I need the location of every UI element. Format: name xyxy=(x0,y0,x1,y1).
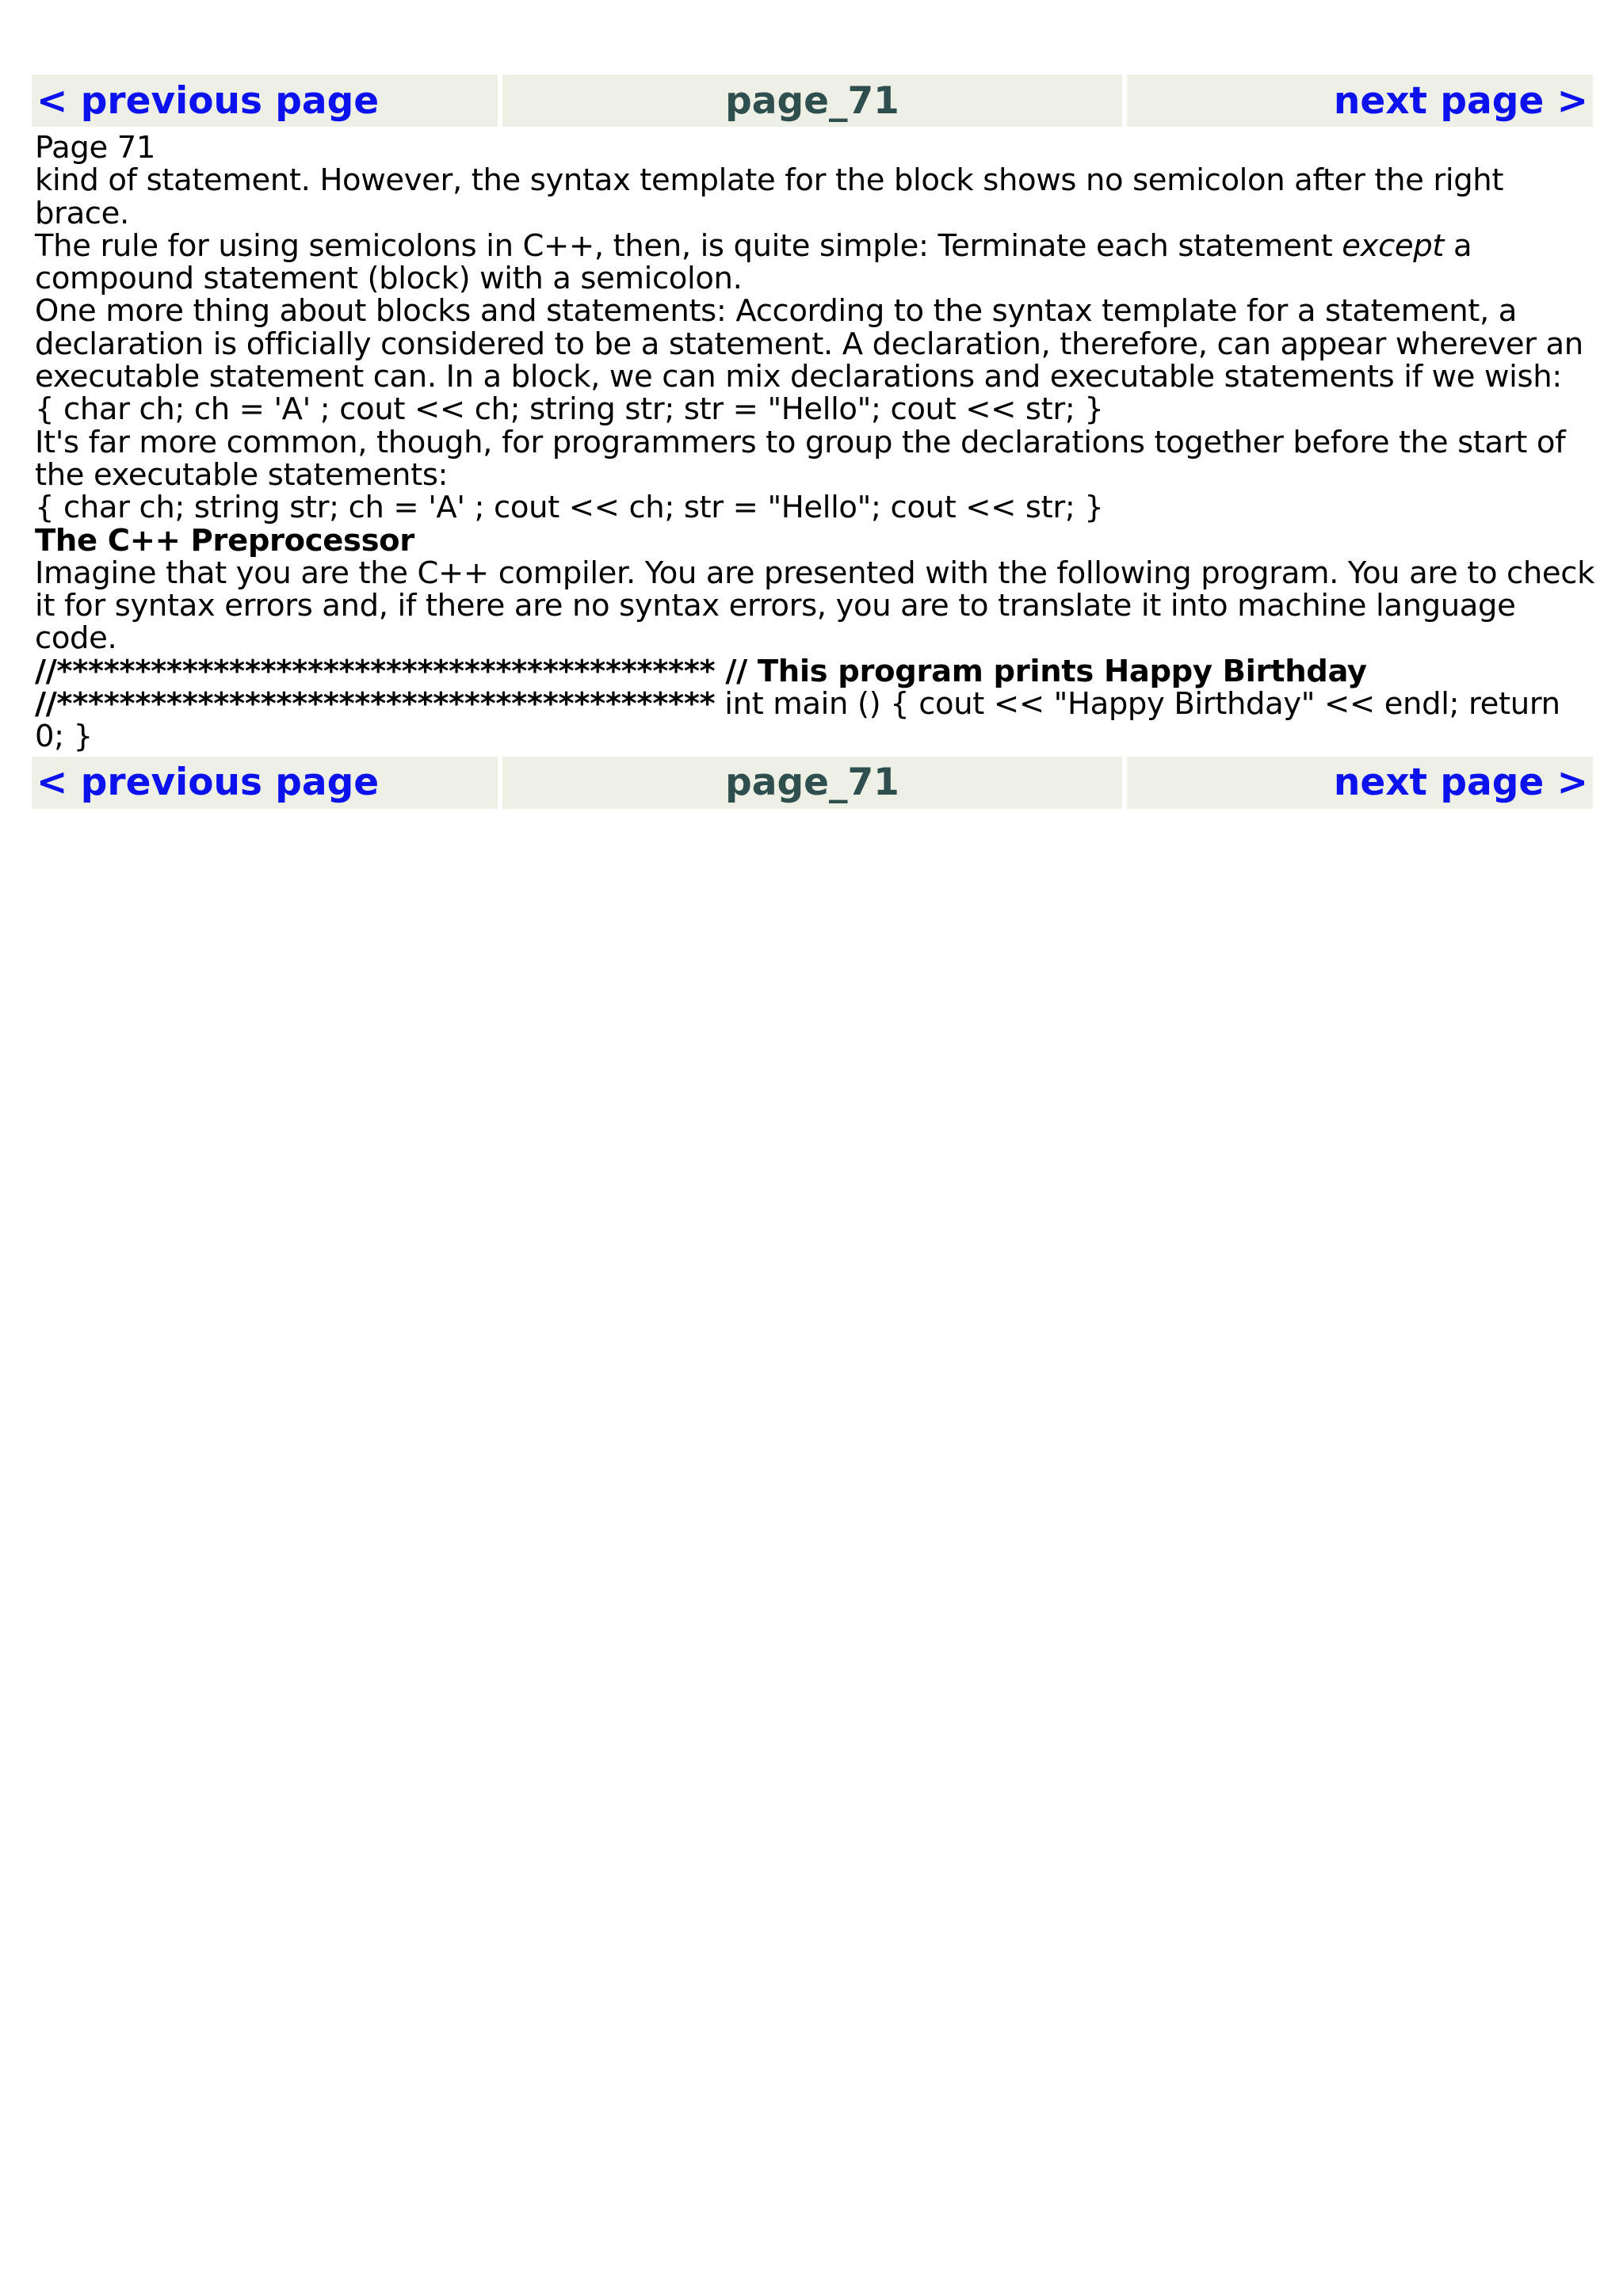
page-number-label: Page 71 xyxy=(35,130,155,166)
next-page-link-bottom[interactable]: next page > xyxy=(1127,757,1593,809)
paragraph-block-syntax: kind of statement. However, the syntax template for the block shows no semicolon after the right brace. xyxy=(35,162,1504,231)
paragraph-grouping: It's far more common, though, for programmers to group the declarations together before the start of the executable statements: xyxy=(35,424,1566,493)
section-heading-preprocessor: The C++ Preprocessor xyxy=(35,522,414,559)
code-example-grouped: { char ch; string str; ch = 'A' ; cout << ch; str = "Hello"; cout << str; } xyxy=(35,490,1104,526)
previous-page-link-bottom[interactable]: < previous page xyxy=(32,757,498,809)
code-program-body: int main () { cout << "Happy Birthday" << endl; return 0; } xyxy=(35,686,1560,755)
next-page-link[interactable]: next page > xyxy=(1127,74,1593,127)
page-title-bottom: page_71 xyxy=(502,757,1122,809)
page-title: page_71 xyxy=(502,74,1122,127)
semicolon-rule-text-end: a compound statement (block) with a semicolon. xyxy=(35,227,1472,297)
paragraph-declarations: One more thing about blocks and statements: According to the syntax template for a statement, a declaration is officially considered to be a statement. A declaration, therefore, can appear wherever an executable statement can. In a block, we can mix declarations and executable statements if we wish: xyxy=(35,293,1583,395)
semicolon-rule-text-start: The rule for using semicolons in C++, then, is quite simple: Terminate each statement xyxy=(35,227,1342,264)
code-example-program xyxy=(35,655,1598,753)
emphasis-except: except xyxy=(1342,227,1445,264)
page-content xyxy=(32,127,1598,757)
paragraph-semicolon-rule xyxy=(35,227,1598,297)
page-container xyxy=(32,74,1598,809)
code-comment-block: //****************************************** // This program prints Happy Birthday //****************************************** xyxy=(35,653,1367,723)
top-navigation-bar xyxy=(32,74,1598,127)
code-example-mixed: { char ch; ch = 'A' ; cout << ch; string str; str = "Hello"; cout << str; } xyxy=(35,391,1104,428)
paragraph-compiler: Imagine that you are the C++ compiler. You are presented with the following program. You are to check it for syntax errors and, if there are no syntax errors, you are to translate it into machine language code. xyxy=(35,555,1595,657)
previous-page-link[interactable]: < previous page xyxy=(32,74,498,127)
bottom-navigation-bar xyxy=(32,757,1598,809)
